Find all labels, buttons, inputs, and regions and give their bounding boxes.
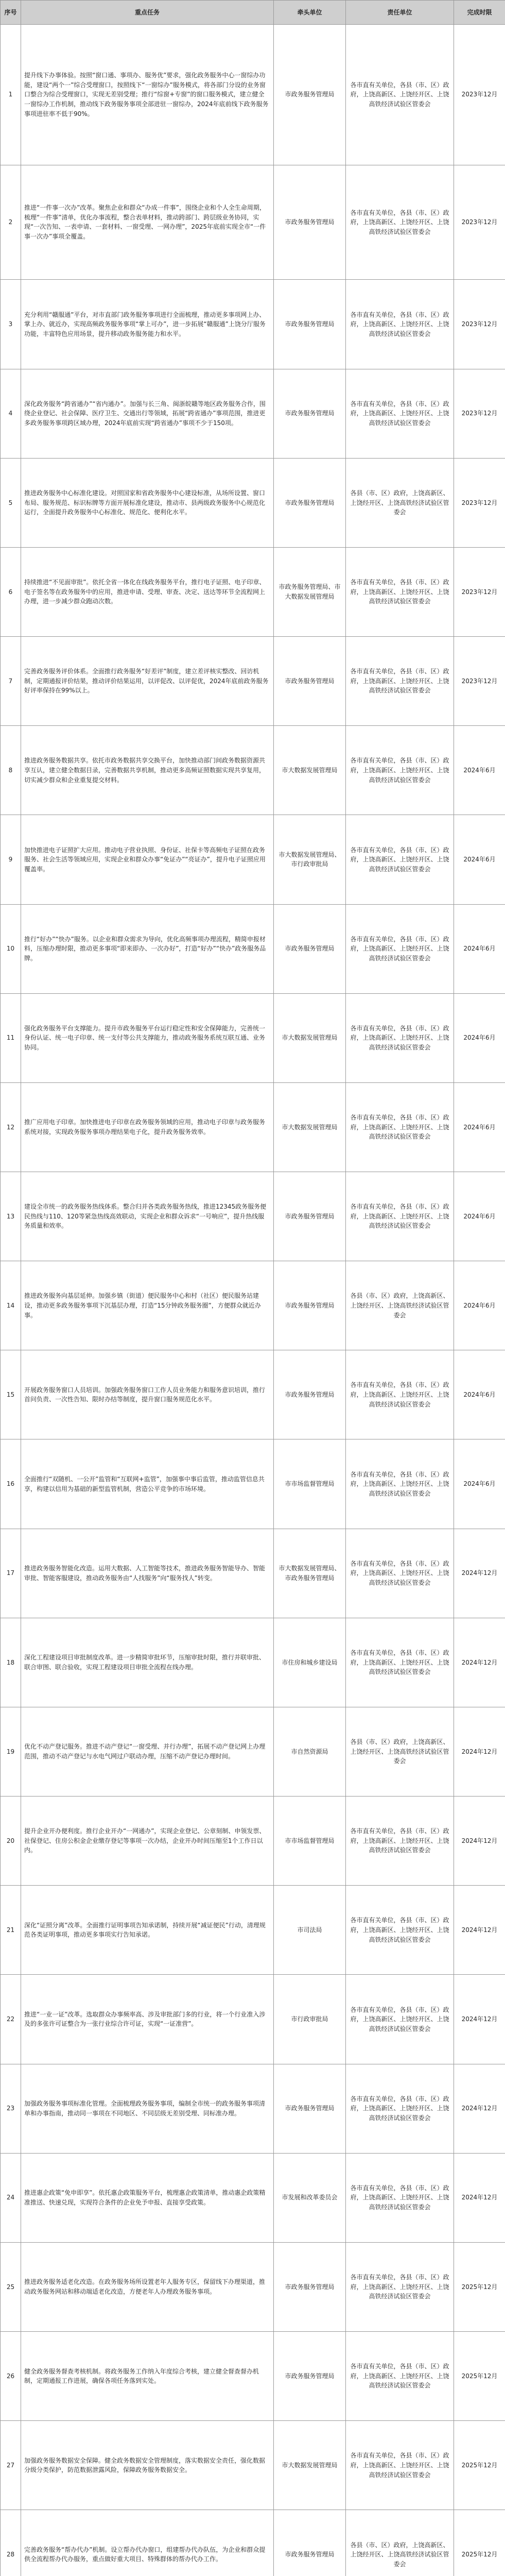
row-responsible-unit: 各市直有关单位，各县（市、区）政府，上饶高新区、上饶经开区、上饶高铁经济试验区管委会 [346,1172,454,1261]
row-responsible-unit: 各市直有关单位，各县（市、区）政府，上饶高新区、上饶经开区、上饶高铁经济试验区管委会 [346,1975,454,2064]
table-row [1,1350,505,1439]
table-row [1,1439,505,1529]
row-task: 推进政务服务数据共享。依托市政务数据共享交换平台，加快推动部门间政务数据资源共享互认，建立健全数据目录，完善数据共享机制，推动更多高频证照数据实现共享复用，切实减少群众和企业重复提交材料。 [21,726,274,815]
row-lead-unit: 市自然资源局 [274,1707,346,1796]
table-row [1,1529,505,1618]
row-lead-unit: 市政务服务管理局 [274,2064,346,2153]
row-lead-unit: 市市场监督管理局 [274,1439,346,1529]
table-row [1,2510,505,2576]
row-responsible-unit: 各市直有关单位，各县（市、区）政府，上饶高新区、上饶经开区、上饶高铁经济试验区管委会 [346,637,454,726]
row-lead-unit: 市大数据发展管理局、市行政审批局 [274,815,346,904]
table-row [1,1707,505,1796]
row-deadline: 2023年12月 [454,280,505,369]
row-lead-unit: 市大数据发展管理局、市政务服务管理局 [274,1529,346,1618]
row-responsible-unit: 各市直有关单位，各县（市、区）政府，上饶高新区、上饶经开区、上饶高铁经济试验区管委会 [346,815,454,904]
row-number: 24 [1,2153,21,2242]
row-deadline: 2025年12月 [454,2421,505,2510]
row-deadline: 2023年12月 [454,547,505,636]
row-number: 23 [1,2064,21,2153]
row-number: 17 [1,1529,21,1618]
row-task: 优化不动产登记服务。推进不动产登记“一窗受理、并行办理”，拓展不动产登记网上办理范围，推动不动产登记与水电气网过户联动办理，压缩不动产登记办理时间。 [21,1707,274,1796]
row-task: 推进政务服务向基层延伸。加强乡镇（街道）便民服务中心和村（社区）便民服务站建设，推动更多政务服务事项下沉基层办理，打造“15分钟政务服务圈”，方便群众就近办事。 [21,1261,274,1350]
table-row [1,2242,505,2331]
row-responsible-unit: 各县（市、区）政府，上饶高新区、上饶经开区、上饶高铁经济试验区管委会 [346,1707,454,1796]
row-number: 2 [1,165,21,280]
row-task: 健全政务服务督查考核机制。将政务服务工作纳入年度综合考核，建立健全督查督办机制，定期通报工作进展，确保各项任务落到实处。 [21,2332,274,2421]
table-row [1,2421,505,2510]
row-deadline: 2024年12月 [454,1886,505,1975]
row-deadline: 2024年6月 [454,1261,505,1350]
row-lead-unit: 市政务服务管理局 [274,25,346,165]
row-responsible-unit: 各市直有关单位，各县（市、区）政府，上饶高新区、上饶经开区、上饶高铁经济试验区管委会 [346,165,454,280]
row-deadline: 2023年12月 [454,458,505,547]
row-task: 推进“一业一证”改革。选取群众办事频率高、涉及审批部门多的行业，将一个行业准入涉及的多张许可证整合为一张行业综合许可证，实现“一证准营”。 [21,1975,274,2064]
row-task: 推广应用电子印章。加快推进电子印章在政务服务领域的应用，推动电子印章与政务服务系统对接，实现政务服务事项办理结果电子化，提升政务服务效率。 [21,1082,274,1172]
row-deadline: 2024年6月 [454,1350,505,1439]
row-responsible-unit: 各市直有关单位，各县（市、区）政府，上饶高新区、上饶经开区、上饶高铁经济试验区管委会 [346,1439,454,1529]
row-responsible-unit: 各市直有关单位，各县（市、区）政府，上饶高新区、上饶经开区、上饶高铁经济试验区管委会 [346,2242,454,2331]
row-lead-unit: 市大数据发展管理局 [274,993,346,1082]
table-row [1,547,505,636]
header-deadline: 完成时限 [454,1,505,25]
row-task: 推进“一件事一次办”改革。聚焦企业和群众“办成一件事”，围绕企业和个人全生命周期，梳理“一件事”清单，优化办事流程，整合表单材料，推动跨部门、跨层级业务协同，实现“一次告知、一表申请、一套材料、一窗受理、一网办理”，2025年底前实现全市“一件事一次办”事项全覆盖。 [21,165,274,280]
row-responsible-unit: 各市直有关单位，各县（市、区）政府，上饶高新区、上饶经开区、上饶高铁经济试验区管委会 [346,547,454,636]
row-responsible-unit: 各市直有关单位，各县（市、区）政府，上饶高新区、上饶经开区、上饶高铁经济试验区管委会 [346,1886,454,1975]
row-deadline: 2024年12月 [454,1529,505,1618]
table-row [1,369,505,458]
row-lead-unit: 市发展和改革委员会 [274,2153,346,2242]
row-responsible-unit: 各市直有关单位，各县（市、区）政府，上饶高新区、上饶经开区、上饶高铁经济试验区管委会 [346,1082,454,1172]
table-row [1,1797,505,1886]
row-number: 6 [1,547,21,636]
row-task: 推进政务服务中心标准化建设。对照国家和省政务服务中心建设标准，从场所设置、窗口布局、服务规范、标识标牌等方面开展标准化建设，推动市、县两级政务服务中心规范化运行，全面提升政务服务中心标准化、规范化、便利化水平。 [21,458,274,547]
table-row [1,458,505,547]
header-lead-unit: 牵头单位 [274,1,346,25]
row-responsible-unit: 各市直有关单位，各县（市、区）政府，上饶高新区、上饶经开区、上饶高铁经济试验区管委会 [346,369,454,458]
row-task: 推行“好办”“快办”服务。以企业和群众需求为导向，优化高频事项办理流程，精简申报材料，压缩办理时限，推动更多事项“即来即办、一次办好”，打造“好办”“快办”政务服务品牌。 [21,904,274,993]
row-deadline: 2024年6月 [454,904,505,993]
row-number: 3 [1,280,21,369]
row-number: 15 [1,1350,21,1439]
header-responsible-unit: 责任单位 [346,1,454,25]
row-lead-unit: 市政务服务管理局 [274,2242,346,2331]
row-responsible-unit: 各市直有关单位，各县（市、区）政府，上饶高新区、上饶经开区、上饶高铁经济试验区管委会 [346,2421,454,2510]
row-number: 27 [1,2421,21,2510]
table-row [1,904,505,993]
row-task: 持续推进“不见面审批”。依托全省一体化在线政务服务平台，推行电子证照、电子印章、电子签名等在政务服务中的应用，推进申请、受理、审查、决定、送达等环节全流程网上办理，进一步减少群众跑动次数。 [21,547,274,636]
row-number: 28 [1,2510,21,2576]
row-lead-unit: 市政务服务管理局 [274,1261,346,1350]
row-deadline: 2024年6月 [454,726,505,815]
row-number: 8 [1,726,21,815]
row-task: 完善政务服务“帮办代办”机制。设立帮办代办窗口，组建帮办代办队伍，为企业和群众提供全流程帮办代办服务，重点做好重大项目、特殊群体的帮办代办工作。 [21,2510,274,2576]
row-task: 推进政务服务适老化改造。在政务服务场所设置老年人服务专区，保留线下办理渠道，推动政务服务网站和移动端适老化改造，方便老年人办理政务服务事项。 [21,2242,274,2331]
row-number: 16 [1,1439,21,1529]
row-number: 1 [1,25,21,165]
row-task: 全面推行“双随机、一公开”监管和“互联网+监管”，加强事中事后监管，推动监管信息共享，构建以信用为基础的新型监管机制，营造公平竞争的市场环境。 [21,1439,274,1529]
row-deadline: 2023年12月 [454,369,505,458]
row-deadline: 2025年12月 [454,2510,505,2576]
table-body [1,25,505,2576]
table-row [1,165,505,280]
table-row [1,1082,505,1172]
row-deadline: 2025年12月 [454,2242,505,2331]
header-number: 序号 [1,1,21,25]
row-task: 完善政务服务评价体系。全面推行政务服务“好差评”制度，建立差评核实整改、回访机制，定期通报评价结果，推动评价结果运用，以评促改、以评促优，2024年底前政务服务好评率保持在99%以上。 [21,637,274,726]
row-number: 5 [1,458,21,547]
table-header [1,1,505,25]
row-number: 18 [1,1618,21,1707]
row-responsible-unit: 各县（市、区）政府，上饶高新区、上饶经开区、上饶高铁经济试验区管委会 [346,1261,454,1350]
row-responsible-unit: 各市直有关单位，各县（市、区）政府，上饶高新区、上饶经开区、上饶高铁经济试验区管委会 [346,726,454,815]
row-lead-unit: 市政务服务管理局 [274,165,346,280]
row-deadline: 2024年12月 [454,1797,505,1886]
row-responsible-unit: 各市直有关单位，各县（市、区）政府，上饶高新区、上饶经开区、上饶高铁经济试验区管委会 [346,1529,454,1618]
row-responsible-unit: 各县（市、区）政府，上饶高新区、上饶经开区、上饶高铁经济试验区管委会 [346,458,454,547]
row-lead-unit: 市政务服务管理局 [274,369,346,458]
row-number: 20 [1,1797,21,1886]
row-task: 开展政务服务窗口人员培训。加强政务服务窗口工作人员业务能力和服务意识培训，推行首问负责、一次性告知、限时办结等制度，提升窗口服务规范化水平。 [21,1350,274,1439]
row-deadline: 2024年12月 [454,1618,505,1707]
row-lead-unit: 市政务服务管理局 [274,1350,346,1439]
row-number: 26 [1,2332,21,2421]
table-row [1,993,505,1082]
row-lead-unit: 市政务服务管理局 [274,2332,346,2421]
row-lead-unit: 市大数据发展管理局 [274,2421,346,2510]
row-responsible-unit: 各县（市、区）政府，上饶高新区、上饶经开区、上饶高铁经济试验区管委会 [346,2510,454,2576]
row-task: 提升线下办事体验。按照“窗口通、事项办、服务优”要求，强化政务服务中心一窗综办功能，建设“两个一”综合受理窗口，按照线下“一窗综办”服务模式，将各部门分设的业务窗口整合为综合受理窗口，实现无差别受理；推行“综窗+专窗”的窗口服务模式，建立健全一窗综办工作机制，推动线下政务服务事项全部进驻一窗综办，2024年底前线下政务服务事项进驻率不低于90%。 [21,25,274,165]
row-deadline: 2023年12月 [454,637,505,726]
table-row [1,280,505,369]
row-number: 11 [1,993,21,1082]
row-lead-unit: 市政务服务管理局 [274,1172,346,1261]
row-task: 深化政务服务“跨省通办”“省内通办”。加强与长三角、闽浙皖赣等地区政务服务合作，围绕企业登记、社会保障、医疗卫生、交通出行等领域，拓展“跨省通办”事项范围，推进更多政务服务事项跨区域办理，2024年底前实现“跨省通办”事项不少于150项。 [21,369,274,458]
row-lead-unit: 市住房和城乡建设局 [274,1618,346,1707]
row-deadline: 2024年6月 [454,1172,505,1261]
row-lead-unit: 市司法局 [274,1886,346,1975]
row-number: 12 [1,1082,21,1172]
table-row [1,2153,505,2242]
header-task: 重点任务 [21,1,274,25]
row-responsible-unit: 各市直有关单位，各县（市、区）政府，上饶高新区、上饶经开区、上饶高铁经济试验区管委会 [346,1797,454,1886]
row-number: 21 [1,1886,21,1975]
row-number: 9 [1,815,21,904]
row-lead-unit: 市政务服务管理局 [274,904,346,993]
row-responsible-unit: 各市直有关单位，各县（市、区）政府，上饶高新区、上饶经开区、上饶高铁经济试验区管委会 [346,2332,454,2421]
row-number: 22 [1,1975,21,2064]
table-row [1,1975,505,2064]
table-row [1,726,505,815]
row-deadline: 2024年6月 [454,1439,505,1529]
row-number: 14 [1,1261,21,1350]
row-task: 深化“证照分离”改革。全面推行证明事项告知承诺制，持续开展“减证便民”行动，清理规范各类证明事项，推动更多事项实行告知承诺。 [21,1886,274,1975]
table-row [1,637,505,726]
row-responsible-unit: 各市直有关单位，各县（市、区）政府，上饶高新区、上饶经开区、上饶高铁经济试验区管委会 [346,25,454,165]
row-responsible-unit: 各市直有关单位，各县（市、区）政府，上饶高新区、上饶经开区、上饶高铁经济试验区管委会 [346,904,454,993]
row-responsible-unit: 各市直有关单位，各县（市、区）政府，上饶高新区、上饶经开区、上饶高铁经济试验区管委会 [346,2064,454,2153]
row-task: 推进惠企政策“免申即享”。依托惠企政策服务平台，梳理惠企政策清单，推动惠企政策精准推送、快速兑现，实现符合条件的企业免予申报、直接享受政策。 [21,2153,274,2242]
table-row [1,815,505,904]
row-lead-unit: 市大数据发展管理局 [274,726,346,815]
row-number: 10 [1,904,21,993]
row-lead-unit: 市市场监督管理局 [274,1797,346,1886]
row-task: 推进政务服务智能化改造。运用大数据、人工智能等技术，推进政务服务智能导办、智能审批、智能客服建设，推动政务服务由“人找服务”向“服务找人”转变。 [21,1529,274,1618]
row-number: 19 [1,1707,21,1796]
row-lead-unit: 市政务服务管理局 [274,280,346,369]
table-row [1,1886,505,1975]
row-responsible-unit: 各市直有关单位，各县（市、区）政府，上饶高新区、上饶经开区、上饶高铁经济试验区管委会 [346,993,454,1082]
row-lead-unit: 市政务服务管理局 [274,637,346,726]
row-deadline: 2024年6月 [454,993,505,1082]
row-lead-unit: 市政务服务管理局、市大数据发展管理局 [274,547,346,636]
row-deadline: 2024年6月 [454,815,505,904]
row-task: 加强政务服务事项标准化管理。全面梳理政务服务事项，编制全市统一的政务服务事项清单和办事指南，推动同一事项在不同地区、不同层级无差别受理、同标准办理。 [21,2064,274,2153]
table-row [1,2064,505,2153]
table-row [1,1172,505,1261]
row-task: 加强政务服务数据安全保障。健全政务数据安全管理制度，落实数据安全责任，强化数据分级分类保护，防范数据泄露风险，保障政务服务数据安全。 [21,2421,274,2510]
row-task: 充分利用“赣服通”平台，对市直部门政务服务事项进行全面梳理，推动更多事项网上办、掌上办、就近办，实现高频政务服务事项“掌上可办”，进一步拓展“赣服通”上饶分厅服务功能，丰富特色应用场景，提升移动政务服务能力和水平。 [21,280,274,369]
row-deadline: 2024年12月 [454,1975,505,2064]
row-responsible-unit: 各市直有关单位，各县（市、区）政府，上饶高新区、上饶经开区、上饶高铁经济试验区管委会 [346,2153,454,2242]
table-row [1,2332,505,2421]
row-lead-unit: 市行政审批局 [274,1975,346,2064]
row-responsible-unit: 各市直有关单位，各县（市、区）政府，上饶高新区、上饶经开区、上饶高铁经济试验区管委会 [346,1618,454,1707]
row-task: 深化工程建设项目审批制度改革。进一步精简审批环节，压缩审批时限，推行并联审批、联合审图、联合验收，实现工程建设项目审批全流程在线办理。 [21,1618,274,1707]
row-deadline: 2025年12月 [454,2332,505,2421]
row-deadline: 2024年12月 [454,2064,505,2153]
row-responsible-unit: 各市直有关单位，各县（市、区）政府，上饶高新区、上饶经开区、上饶高铁经济试验区管委会 [346,1350,454,1439]
row-number: 7 [1,637,21,726]
row-responsible-unit: 各市直有关单位，各县（市、区）政府，上饶高新区、上饶经开区、上饶高铁经济试验区管委会 [346,280,454,369]
header-row [1,1,505,25]
row-number: 13 [1,1172,21,1261]
row-task: 强化政务服务平台支撑能力。提升市政务服务平台运行稳定性和安全保障能力，完善统一身份认证、统一电子印章、统一支付等公共支撑能力，推动政务服务系统互联互通、业务协同。 [21,993,274,1082]
row-number: 4 [1,369,21,458]
row-deadline: 2024年6月 [454,1082,505,1172]
table-row [1,1261,505,1350]
row-lead-unit: 市政务服务管理局 [274,2510,346,2576]
row-deadline: 2024年12月 [454,2153,505,2242]
row-number: 25 [1,2242,21,2331]
row-task: 提升企业开办便利度。推行企业开办“一网通办”，实现企业登记、公章刻制、申领发票、社保登记、住房公积金企业缴存登记等事项一次办结，企业开办时间压缩至1个工作日以内。 [21,1797,274,1886]
row-deadline: 2023年12月 [454,165,505,280]
row-lead-unit: 市政务服务管理局 [274,458,346,547]
row-task: 加快推进电子证照扩大应用。推动电子营业执照、身份证、社保卡等高频电子证照在政务服务、社会生活等领域应用，实现企业和群众办事“免证办”“亮证办”，提升电子证照应用覆盖率。 [21,815,274,904]
table-row [1,25,505,165]
row-deadline: 2023年12月 [454,25,505,165]
row-deadline: 2024年12月 [454,1707,505,1796]
table-row [1,1618,505,1707]
row-lead-unit: 市大数据发展管理局 [274,1082,346,1172]
row-task: 建设全市统一的政务服务热线体系。整合归并各类政务服务热线，推进12345政务服务便民热线与110、120等紧急热线高效联动，实现企业和群众诉求“一号响应”，提升热线服务质量和效率。 [21,1172,274,1261]
